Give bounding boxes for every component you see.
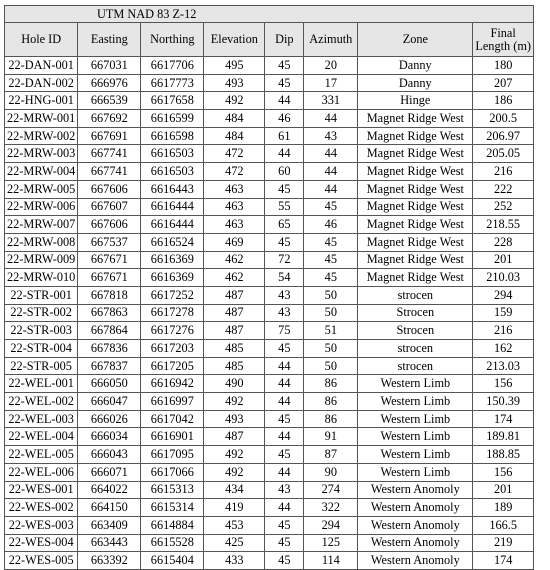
cell-zone: Western Anomoly bbox=[358, 552, 473, 570]
cell-zone: strocen bbox=[358, 357, 473, 375]
cell-final-length: 186 bbox=[473, 92, 534, 110]
cell-final-length: 162 bbox=[473, 340, 534, 358]
cell-zone: Western Limb bbox=[358, 463, 473, 481]
cell-easting: 667606 bbox=[78, 216, 141, 234]
cell-northing: 6616443 bbox=[141, 180, 204, 198]
cell-hole-id: 22-STR-003 bbox=[5, 322, 78, 340]
cell-elevation: 487 bbox=[204, 428, 265, 446]
cell-zone: strocen bbox=[358, 340, 473, 358]
cell-azimuth: 50 bbox=[304, 340, 358, 358]
cell-hole-id: 22-MRW-003 bbox=[5, 145, 78, 163]
cell-northing: 6616598 bbox=[141, 127, 204, 145]
cell-easting: 667864 bbox=[78, 322, 141, 340]
cell-zone: Magnet Ridge West bbox=[358, 269, 473, 287]
cell-northing: 6617095 bbox=[141, 446, 204, 464]
cell-northing: 6616901 bbox=[141, 428, 204, 446]
cell-dip: 44 bbox=[265, 393, 304, 411]
cell-azimuth: 45 bbox=[304, 251, 358, 269]
drill-hole-table-container bbox=[4, 5, 534, 570]
cell-elevation: 419 bbox=[204, 499, 265, 517]
cell-easting: 667671 bbox=[78, 269, 141, 287]
cell-elevation: 492 bbox=[204, 463, 265, 481]
cell-final-length: 200.5 bbox=[473, 110, 534, 128]
cell-zone: Danny bbox=[358, 74, 473, 92]
cell-elevation: 463 bbox=[204, 180, 265, 198]
cell-northing: 6616444 bbox=[141, 198, 204, 216]
cell-zone: Western Limb bbox=[358, 428, 473, 446]
cell-easting: 667818 bbox=[78, 286, 141, 304]
cell-zone: Magnet Ridge West bbox=[358, 216, 473, 234]
cell-dip: 43 bbox=[265, 286, 304, 304]
cell-azimuth: 114 bbox=[304, 552, 358, 570]
cell-dip: 44 bbox=[265, 145, 304, 163]
header-elevation: Elevation bbox=[204, 23, 265, 57]
cell-dip: 45 bbox=[265, 410, 304, 428]
table-body bbox=[5, 57, 534, 570]
cell-final-length: 156 bbox=[473, 375, 534, 393]
cell-elevation: 493 bbox=[204, 410, 265, 428]
cell-elevation: 469 bbox=[204, 233, 265, 251]
table-row bbox=[5, 110, 534, 128]
cell-final-length: 252 bbox=[473, 198, 534, 216]
cell-azimuth: 44 bbox=[304, 163, 358, 181]
cell-hole-id: 22-WEL-003 bbox=[5, 410, 78, 428]
cell-azimuth: 17 bbox=[304, 74, 358, 92]
cell-easting: 666043 bbox=[78, 446, 141, 464]
header-zone: Zone bbox=[358, 23, 473, 57]
cell-zone: strocen bbox=[358, 286, 473, 304]
cell-easting: 667031 bbox=[78, 57, 141, 75]
cell-azimuth: 51 bbox=[304, 322, 358, 340]
cell-dip: 44 bbox=[265, 499, 304, 517]
cell-elevation: 484 bbox=[204, 127, 265, 145]
cell-dip: 45 bbox=[265, 74, 304, 92]
cell-azimuth: 44 bbox=[304, 180, 358, 198]
cell-zone: Hinge bbox=[358, 92, 473, 110]
table-row bbox=[5, 163, 534, 181]
cell-northing: 6617203 bbox=[141, 340, 204, 358]
header-final-length bbox=[473, 23, 534, 57]
cell-elevation: 472 bbox=[204, 163, 265, 181]
cell-northing: 6616444 bbox=[141, 216, 204, 234]
table-row bbox=[5, 340, 534, 358]
cell-azimuth: 20 bbox=[304, 57, 358, 75]
table-row bbox=[5, 516, 534, 534]
cell-dip: 43 bbox=[265, 481, 304, 499]
cell-elevation: 495 bbox=[204, 57, 265, 75]
cell-northing: 6616369 bbox=[141, 269, 204, 287]
cell-hole-id: 22-WEL-006 bbox=[5, 463, 78, 481]
table-row bbox=[5, 180, 534, 198]
cell-easting: 667691 bbox=[78, 127, 141, 145]
cell-easting: 667607 bbox=[78, 198, 141, 216]
cell-final-length: 205.05 bbox=[473, 145, 534, 163]
cell-easting: 666071 bbox=[78, 463, 141, 481]
cell-easting: 664150 bbox=[78, 499, 141, 517]
cell-elevation: 484 bbox=[204, 110, 265, 128]
cell-dip: 43 bbox=[265, 304, 304, 322]
header-final-length-line1: Final bbox=[490, 25, 516, 40]
cell-easting: 667836 bbox=[78, 340, 141, 358]
cell-azimuth: 294 bbox=[304, 516, 358, 534]
cell-elevation: 433 bbox=[204, 552, 265, 570]
table-row bbox=[5, 74, 534, 92]
cell-zone: Magnet Ridge West bbox=[358, 163, 473, 181]
cell-elevation: 462 bbox=[204, 269, 265, 287]
cell-northing: 6617205 bbox=[141, 357, 204, 375]
cell-dip: 45 bbox=[265, 180, 304, 198]
cell-zone: Magnet Ridge West bbox=[358, 110, 473, 128]
cell-zone: Western Anomoly bbox=[358, 481, 473, 499]
cell-easting: 666539 bbox=[78, 92, 141, 110]
header-northing: Northing bbox=[141, 23, 204, 57]
cell-elevation: 490 bbox=[204, 375, 265, 393]
cell-hole-id: 22-WES-001 bbox=[5, 481, 78, 499]
cell-zone: Western Limb bbox=[358, 375, 473, 393]
table-row bbox=[5, 410, 534, 428]
cell-northing: 6615313 bbox=[141, 481, 204, 499]
cell-elevation: 485 bbox=[204, 340, 265, 358]
table-row bbox=[5, 198, 534, 216]
cell-hole-id: 22-MRW-005 bbox=[5, 180, 78, 198]
cell-northing: 6616369 bbox=[141, 251, 204, 269]
cell-northing: 6617276 bbox=[141, 322, 204, 340]
cell-easting: 666034 bbox=[78, 428, 141, 446]
cell-dip: 45 bbox=[265, 534, 304, 552]
datum-row bbox=[5, 6, 534, 23]
cell-dip: 44 bbox=[265, 428, 304, 446]
table-row bbox=[5, 463, 534, 481]
cell-hole-id: 22-MRW-002 bbox=[5, 127, 78, 145]
cell-azimuth: 45 bbox=[304, 269, 358, 287]
cell-azimuth: 90 bbox=[304, 463, 358, 481]
cell-hole-id: 22-STR-004 bbox=[5, 340, 78, 358]
cell-final-length: 218.55 bbox=[473, 216, 534, 234]
cell-zone: Western Limb bbox=[358, 410, 473, 428]
table-row bbox=[5, 251, 534, 269]
header-azimuth: Azimuth bbox=[304, 23, 358, 57]
cell-hole-id: 22-STR-005 bbox=[5, 357, 78, 375]
cell-dip: 65 bbox=[265, 216, 304, 234]
header-final-length-line2: Length (m) bbox=[475, 38, 531, 53]
cell-dip: 46 bbox=[265, 110, 304, 128]
cell-azimuth: 86 bbox=[304, 375, 358, 393]
cell-northing: 6617706 bbox=[141, 57, 204, 75]
cell-azimuth: 46 bbox=[304, 216, 358, 234]
cell-hole-id: 22-MRW-001 bbox=[5, 110, 78, 128]
cell-dip: 44 bbox=[265, 463, 304, 481]
cell-easting: 667606 bbox=[78, 180, 141, 198]
cell-azimuth: 91 bbox=[304, 428, 358, 446]
cell-zone: Western Anomoly bbox=[358, 499, 473, 517]
cell-final-length: 189 bbox=[473, 499, 534, 517]
cell-final-length: 174 bbox=[473, 552, 534, 570]
cell-hole-id: 22-MRW-010 bbox=[5, 269, 78, 287]
cell-zone: Danny bbox=[358, 57, 473, 75]
cell-hole-id: 22-HNG-001 bbox=[5, 92, 78, 110]
cell-easting: 667741 bbox=[78, 163, 141, 181]
cell-northing: 6616503 bbox=[141, 163, 204, 181]
cell-hole-id: 22-MRW-006 bbox=[5, 198, 78, 216]
cell-hole-id: 22-DAN-001 bbox=[5, 57, 78, 75]
cell-zone: Magnet Ridge West bbox=[358, 233, 473, 251]
cell-northing: 6617773 bbox=[141, 74, 204, 92]
cell-easting: 667863 bbox=[78, 304, 141, 322]
cell-dip: 45 bbox=[265, 340, 304, 358]
cell-azimuth: 87 bbox=[304, 446, 358, 464]
table-row bbox=[5, 145, 534, 163]
cell-elevation: 493 bbox=[204, 74, 265, 92]
cell-dip: 45 bbox=[265, 57, 304, 75]
cell-hole-id: 22-MRW-004 bbox=[5, 163, 78, 181]
cell-azimuth: 50 bbox=[304, 304, 358, 322]
cell-azimuth: 322 bbox=[304, 499, 358, 517]
cell-azimuth: 331 bbox=[304, 92, 358, 110]
cell-dip: 45 bbox=[265, 552, 304, 570]
cell-easting: 667837 bbox=[78, 357, 141, 375]
cell-azimuth: 125 bbox=[304, 534, 358, 552]
cell-northing: 6617658 bbox=[141, 92, 204, 110]
cell-hole-id: 22-WEL-004 bbox=[5, 428, 78, 446]
cell-northing: 6615528 bbox=[141, 534, 204, 552]
cell-azimuth: 45 bbox=[304, 233, 358, 251]
cell-elevation: 434 bbox=[204, 481, 265, 499]
cell-zone: Magnet Ridge West bbox=[358, 251, 473, 269]
cell-zone: Magnet Ridge West bbox=[358, 180, 473, 198]
cell-zone: Strocen bbox=[358, 304, 473, 322]
cell-elevation: 453 bbox=[204, 516, 265, 534]
cell-dip: 60 bbox=[265, 163, 304, 181]
cell-elevation: 463 bbox=[204, 216, 265, 234]
cell-easting: 663409 bbox=[78, 516, 141, 534]
cell-final-length: 189.81 bbox=[473, 428, 534, 446]
table-row bbox=[5, 428, 534, 446]
cell-hole-id: 22-WES-004 bbox=[5, 534, 78, 552]
cell-northing: 6617066 bbox=[141, 463, 204, 481]
cell-northing: 6616997 bbox=[141, 393, 204, 411]
cell-elevation: 463 bbox=[204, 198, 265, 216]
cell-azimuth: 50 bbox=[304, 357, 358, 375]
cell-final-length: 159 bbox=[473, 304, 534, 322]
cell-hole-id: 22-WES-002 bbox=[5, 499, 78, 517]
cell-azimuth: 86 bbox=[304, 410, 358, 428]
cell-hole-id: 22-STR-002 bbox=[5, 304, 78, 322]
header-row bbox=[5, 23, 534, 57]
cell-dip: 44 bbox=[265, 375, 304, 393]
cell-hole-id: 22-MRW-007 bbox=[5, 216, 78, 234]
header-dip: Dip bbox=[265, 23, 304, 57]
cell-hole-id: 22-MRW-008 bbox=[5, 233, 78, 251]
table-row bbox=[5, 357, 534, 375]
cell-hole-id: 22-WEL-002 bbox=[5, 393, 78, 411]
cell-northing: 6615404 bbox=[141, 552, 204, 570]
cell-hole-id: 22-WEL-001 bbox=[5, 375, 78, 393]
cell-final-length: 206.97 bbox=[473, 127, 534, 145]
table-row bbox=[5, 499, 534, 517]
table-row bbox=[5, 57, 534, 75]
cell-elevation: 487 bbox=[204, 322, 265, 340]
cell-easting: 667671 bbox=[78, 251, 141, 269]
cell-hole-id: 22-STR-001 bbox=[5, 286, 78, 304]
cell-final-length: 201 bbox=[473, 481, 534, 499]
cell-final-length: 216 bbox=[473, 322, 534, 340]
cell-elevation: 425 bbox=[204, 534, 265, 552]
table-row bbox=[5, 269, 534, 287]
cell-final-length: 166.5 bbox=[473, 516, 534, 534]
cell-zone: Magnet Ridge West bbox=[358, 198, 473, 216]
cell-final-length: 228 bbox=[473, 233, 534, 251]
cell-dip: 44 bbox=[265, 92, 304, 110]
cell-easting: 667741 bbox=[78, 145, 141, 163]
table-row bbox=[5, 286, 534, 304]
cell-dip: 75 bbox=[265, 322, 304, 340]
header-easting: Easting bbox=[78, 23, 141, 57]
cell-azimuth: 43 bbox=[304, 127, 358, 145]
cell-easting: 666050 bbox=[78, 375, 141, 393]
cell-northing: 6617278 bbox=[141, 304, 204, 322]
cell-northing: 6614884 bbox=[141, 516, 204, 534]
cell-azimuth: 45 bbox=[304, 198, 358, 216]
cell-final-length: 210.03 bbox=[473, 269, 534, 287]
cell-easting: 663392 bbox=[78, 552, 141, 570]
cell-azimuth: 44 bbox=[304, 110, 358, 128]
cell-zone: Western Limb bbox=[358, 393, 473, 411]
cell-final-length: 150.39 bbox=[473, 393, 534, 411]
header-hole-id: Hole ID bbox=[5, 23, 78, 57]
cell-northing: 6616503 bbox=[141, 145, 204, 163]
table-row bbox=[5, 304, 534, 322]
cell-final-length: 207 bbox=[473, 74, 534, 92]
cell-final-length: 201 bbox=[473, 251, 534, 269]
cell-easting: 667692 bbox=[78, 110, 141, 128]
cell-easting: 664022 bbox=[78, 481, 141, 499]
cell-elevation: 487 bbox=[204, 304, 265, 322]
cell-dip: 54 bbox=[265, 269, 304, 287]
cell-final-length: 213.03 bbox=[473, 357, 534, 375]
cell-final-length: 188.85 bbox=[473, 446, 534, 464]
table-row bbox=[5, 127, 534, 145]
cell-zone: Strocen bbox=[358, 322, 473, 340]
cell-zone: Magnet Ridge West bbox=[358, 145, 473, 163]
cell-hole-id: 22-WEL-005 bbox=[5, 446, 78, 464]
cell-final-length: 156 bbox=[473, 463, 534, 481]
cell-dip: 72 bbox=[265, 251, 304, 269]
cell-dip: 44 bbox=[265, 357, 304, 375]
cell-zone: Western Anomoly bbox=[358, 516, 473, 534]
cell-dip: 45 bbox=[265, 516, 304, 534]
table-row bbox=[5, 393, 534, 411]
table-row bbox=[5, 534, 534, 552]
cell-northing: 6616599 bbox=[141, 110, 204, 128]
table-row bbox=[5, 481, 534, 499]
cell-elevation: 492 bbox=[204, 393, 265, 411]
cell-hole-id: 22-DAN-002 bbox=[5, 74, 78, 92]
cell-dip: 61 bbox=[265, 127, 304, 145]
cell-northing: 6616942 bbox=[141, 375, 204, 393]
cell-final-length: 216 bbox=[473, 163, 534, 181]
cell-northing: 6615314 bbox=[141, 499, 204, 517]
cell-azimuth: 86 bbox=[304, 393, 358, 411]
cell-northing: 6616524 bbox=[141, 233, 204, 251]
cell-elevation: 487 bbox=[204, 286, 265, 304]
table-row bbox=[5, 216, 534, 234]
drill-hole-table bbox=[4, 5, 534, 570]
cell-dip: 45 bbox=[265, 446, 304, 464]
cell-dip: 55 bbox=[265, 198, 304, 216]
cell-final-length: 294 bbox=[473, 286, 534, 304]
cell-zone: Western Limb bbox=[358, 446, 473, 464]
cell-dip: 45 bbox=[265, 233, 304, 251]
cell-zone: Western Anomoly bbox=[358, 534, 473, 552]
table-row bbox=[5, 375, 534, 393]
cell-easting: 666047 bbox=[78, 393, 141, 411]
table-row bbox=[5, 92, 534, 110]
cell-final-length: 180 bbox=[473, 57, 534, 75]
cell-hole-id: 22-MRW-009 bbox=[5, 251, 78, 269]
cell-elevation: 485 bbox=[204, 357, 265, 375]
cell-elevation: 492 bbox=[204, 92, 265, 110]
cell-azimuth: 50 bbox=[304, 286, 358, 304]
cell-zone: Magnet Ridge West bbox=[358, 127, 473, 145]
cell-easting: 666976 bbox=[78, 74, 141, 92]
cell-azimuth: 44 bbox=[304, 145, 358, 163]
datum-label: UTM NAD 83 Z-12 bbox=[5, 6, 534, 23]
cell-easting: 663443 bbox=[78, 534, 141, 552]
cell-northing: 6617042 bbox=[141, 410, 204, 428]
table-row bbox=[5, 233, 534, 251]
cell-elevation: 472 bbox=[204, 145, 265, 163]
cell-hole-id: 22-WES-005 bbox=[5, 552, 78, 570]
cell-easting: 666026 bbox=[78, 410, 141, 428]
cell-elevation: 492 bbox=[204, 446, 265, 464]
cell-final-length: 174 bbox=[473, 410, 534, 428]
table-row bbox=[5, 446, 534, 464]
cell-final-length: 222 bbox=[473, 180, 534, 198]
cell-final-length: 219 bbox=[473, 534, 534, 552]
cell-hole-id: 22-WES-003 bbox=[5, 516, 78, 534]
cell-northing: 6617252 bbox=[141, 286, 204, 304]
cell-azimuth: 274 bbox=[304, 481, 358, 499]
cell-easting: 667537 bbox=[78, 233, 141, 251]
cell-elevation: 462 bbox=[204, 251, 265, 269]
table-row bbox=[5, 322, 534, 340]
